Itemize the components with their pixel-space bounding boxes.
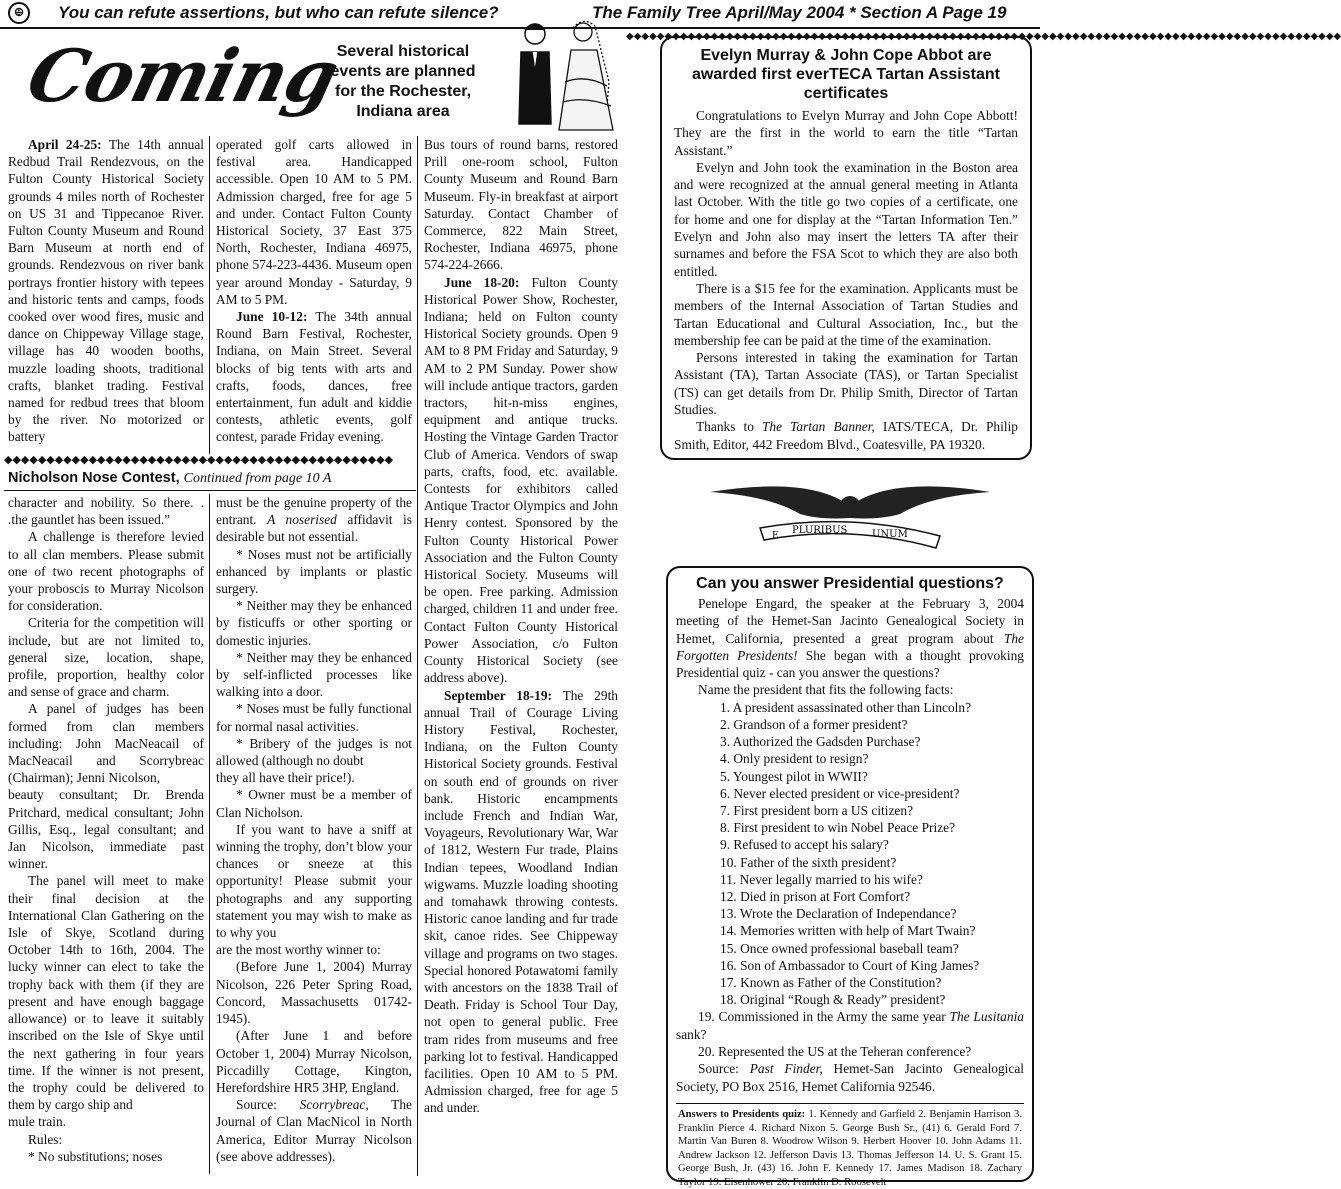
quiz-question: 14. Memories written with help of Mart Twain? <box>720 923 976 939</box>
quiz-question: 3. Authorized the Gadsden Purchase? <box>720 734 921 750</box>
event-text: The 29th annual Trail of Courage Living History Festival, Rochester, Indiana, on the Fulton County Historical Society grounds. Festival on south end of grounds on river bank. Historic encampments include French and Indian War, Voyageurs, Revolutionary War, War of 1812, Western Fur trade, Plains Indian tepees, Woodland Indian wigwams. Muzzle loading shooting and tomahawk throwing contests. Historic canoe landing and fur trade skit, canoe rides. See Chippeway village and programs on two stages. Special honored Potawatomi family with ancestors on the 1838 Trail of Death. Friday is School Tour Day, not open to general public. Free tram rides from museums and free parking lot to festival. Handicapped facilities. Open 10 AM to 5 PM. Admission charged, free for age 5 and under. <box>424 687 618 1116</box>
nose-contest-heading <box>8 470 331 487</box>
nose-title-rule <box>4 490 416 491</box>
event-text: Bus tours of round barns, restored Prill one-room school, Fulton County Museum and Round Barn Museum. Fly-in breakfast at airport Saturday. Contact Chamber of Commerce, 822 Main Street, Rochester, Indiana 46975, phone 574-224-2666. <box>424 137 618 273</box>
quiz-question: 11. Never legally married to his wife? <box>720 871 923 887</box>
quiz-question: 17. Known as Father of the Constitution? <box>720 975 942 991</box>
quiz-lead: Name the president that fits the following facts: <box>698 682 954 698</box>
nose-paragraph: character and nobility. So there. . .the gauntlet has been issued.” <box>8 495 204 528</box>
events-column-2 <box>216 136 412 446</box>
presidential-intro <box>676 595 1024 699</box>
tartan-certificate-box <box>660 36 1032 460</box>
quiz-question: 5. Youngest pilot in WWII? <box>720 768 868 784</box>
tartan-paragraph: Congratulations to Evelyn Murray and John Cope Abbott! They are the first in the world to earn the title “Tartan Assistant.” <box>674 108 1018 158</box>
eagle-head-icon <box>840 496 860 516</box>
quiz-question: 4. Only president to resign? <box>720 751 869 767</box>
nose-paragraph: mule train. <box>8 1114 67 1130</box>
eagle-emblem <box>700 466 1000 556</box>
motto-unum: UNUM <box>872 529 908 540</box>
quiz-question: 18. Original “Rough & Ready” president? <box>720 992 946 1008</box>
diamond-row-divider: ◆◆◆◆◆◆◆◆◆◆◆◆◆◆◆◆◆◆◆◆◆◆◆◆◆◆◆◆◆◆◆◆◆◆◆◆◆◆◆◆◆◆◆◆◆◆ <box>4 454 394 466</box>
eagle-left-wing-icon <box>710 486 850 518</box>
tartan-paragraph: IATS/TECA, Dr. Philip Smith, Editor, 442 Freedom Blvd., Coatesville, PA 19320. <box>674 419 1018 452</box>
answers-rule <box>676 1103 1024 1104</box>
quiz-question: 8. First president to win Nobel Peace Prize? <box>720 820 956 836</box>
column-rule <box>209 494 210 1174</box>
rule-item: * Noses must not be artificially enhanced by implants or plastic surgery. <box>216 546 412 597</box>
quiz-question: 2. Grandson of a former president? <box>720 716 908 732</box>
answers-text: 1. Kennedy and Garfield 2. Benjamin Harrison 3. Franklin Pierce 4. Richard Nixon 5. George Bush Sr., (41) 6. Gerald Ford 7. Martin Van Buren 8. Woodrow Wilson 9. Herbert Hoover 10. John Adams 11. Andrew Jackson 12. Jefferson Davis 13. Thomas Jefferson 14. U. S. Grant 15. George Bush, Jr. (43) 16. John F. Kennedy 17. James Madison 18. Zachary Taylor 19. Eisenhower 20. Franklin D. Roosevelt <box>678 1108 1022 1188</box>
quiz-question: 1. A president assassinated other than Lincoln? <box>720 699 972 715</box>
quiz-question: 19. Commissioned in the Army the same year <box>698 1009 946 1025</box>
answers-label: Answers to Presidents quiz: <box>678 1108 806 1120</box>
event-text: Fulton County Historical Power Show, Rochester, Indiana; held on Fulton county Historical Society grounds. Open 9 AM to 8 PM Friday and Saturday, 9 AM to 2 PM Sunday. Power show will include antique tractors, garden tractors, hit-n-miss engines, equipment and antique trucks. Hosting the Vintage Garden Tractor Club of America. Vendors of swap parts, crafts, food, etc. available. Contests for exhibitors called Antique Tractor Olympics and John Henry contest. Sponsored by the Fulton County Historical Power Association and the Fulton County Historical Society. Museums will be open. Free parking. Admission charged, children 11 and under free. Contact Fulton County Historical Power Association, c/o Fulton County Historical Society (see address above). <box>424 274 618 686</box>
nose-paragraph: beauty consultant; Dr. Brenda Pritchard, medical consultant; John Gillis, Esq., legal consultant; and Jan Nicolson, immediate past winner. <box>8 787 204 872</box>
address-after: (After June 1 and before October 1, 2004) Murray Nicolson, Piccadilly Cottage, Kington, Herefordshire HR5 3HP, England. <box>216 1028 412 1095</box>
eagle-right-wing-icon <box>850 486 990 518</box>
wedding-couple-illustration <box>505 12 620 132</box>
rule-item: affidavit is desirable but not essential. <box>216 512 412 545</box>
nose-column-1 <box>8 494 204 1165</box>
quiz-question: 12. Died in prison at Fort Comfort? <box>720 889 911 905</box>
rule-item: must be the genuine property of the entrant. <box>216 495 412 528</box>
quiz-question: 20. Represented the US at the Teheran conference? <box>698 1044 972 1060</box>
event-text: operated golf carts allowed in festival area. Handicapped accessible. Open 10 AM to 5 PM. Admission charged, free for age 5 and under. Contact Fulton County Historical Society, 37 East 375 North, Rochester, Indiana 46975, phone 574-223-4436. Museum open year around Monday - Saturday, 9 AM to 5 PM. <box>216 137 412 307</box>
newspaper-logo-icon: ⨸ <box>8 2 30 24</box>
nose-paragraph: If you want to have a sniff at winning the trophy, don’t blow your chances or sneeze at this opportunity! Please submit your photographs and any supporting statement you may wish to make as to why you <box>216 821 412 941</box>
tartan-paragraph: Persons interested in taking the examination for Tartan Assistant (TA), Tartan Associate (TAS), or Tartan Specialist (TS) can get details from Dr. Philip Smith, Director of Tartan Studies. <box>674 350 1018 418</box>
quiz-question: 16. Son of Ambassador to Court of King James? <box>720 957 980 973</box>
presidential-quiz-box <box>666 566 1034 1188</box>
source-text: Hemet-San Jacinto Genealogical Society, PO Box 2516, Hemet California 92546. <box>676 1061 1025 1094</box>
tartan-paragraph: There is a $15 fee for the examination. Applicants must be members of the Internal Association of Tartan Studies and Tartan Educational and Cultural Association, Inc., but the membership fee can be paid at the time of the examination. <box>674 280 1018 348</box>
quiz-question: 13. Wrote the Declaration of Independance? <box>720 906 957 922</box>
quiz-question: 7. First president born a US citizen? <box>720 803 914 818</box>
intro-text: She began with a thought provoking Presidential quiz - can you answer the questions? <box>676 647 1024 681</box>
quiz-question: 15. Once owned professional baseball team? <box>720 940 959 956</box>
tartan-paragraph: Evelyn and John took the examination in the Boston area and were recognized at the annual general meeting in Atlanta last October. With the title go two copies of a certificate, one for home and one for display at the “Tartan Information Ten.” Evelyn and John also may insert the letters TA after their surnames and before the FSA Scot to which they are also both entitled. <box>674 159 1018 279</box>
header-quote: You can refute assertions, but who can refute silence? <box>58 3 499 22</box>
nose-column-2 <box>216 494 412 1165</box>
coming-subtitle: Several historical events are planned for the Rochester, Indiana area <box>330 43 476 120</box>
motto-e: E <box>772 531 779 541</box>
event-date: April 24-25: <box>28 137 102 152</box>
rule-item: * Neither may they be enhanced by fisticuffs or other sporting or domestic injuries. <box>216 598 412 648</box>
nose-paragraph: Criteria for the competition will include, but are not limited to, general size, location, shape, profile, proportion, healthy color and sense of grace and charm. <box>8 615 204 700</box>
address-before: (Before June 1, 2004) Murray Nicolson, 226 Peter Spring Road, Concord, Massachusetts 01742-1945). <box>216 959 412 1027</box>
bride-figure <box>559 21 613 130</box>
rule-item: * Noses must be fully functional for normal nasal activities. <box>216 701 412 734</box>
rules-label: Rules: <box>28 1131 63 1147</box>
quiz-question: sank? <box>676 1026 707 1042</box>
source-title: Scorrybreac, <box>299 1097 369 1113</box>
event-date: September 18-19: <box>444 687 552 703</box>
nose-paragraph: The panel will meet to make their final decision at the International Clan Gathering on the Isle of Skye, Scotland during October 14th to 16th, 2004. The lucky winner can elect to take the trophy back with them (if they are present and have enough baggage allowance) or to leave it suitably inscribed on the Isle of Skye until the next gathering in four years time. If the winner is not present, the trophy could be delivered to them by cargo ship and <box>8 873 204 1113</box>
rule-item: they all have their price!). <box>216 770 355 786</box>
nose-paragraph: A challenge is therefore levied to all clan members. Please submit one of two recent photographs of your proboscis to Murray Nicolson for consideration. <box>8 529 204 614</box>
nose-paragraph: are the most worthy winner to: <box>216 942 381 958</box>
coming-title: Coming <box>19 33 347 118</box>
column-rule <box>209 136 210 454</box>
diamond-column-divider: ◆◆◆◆◆◆◆◆◆◆◆◆◆◆◆◆◆◆◆◆◆◆◆◆◆◆◆◆◆◆◆◆◆◆◆◆◆◆◆◆◆◆◆◆◆◆◆◆◆◆◆◆◆◆◆◆◆◆◆◆◆◆◆◆◆◆◆◆◆◆◆◆◆◆◆◆◆◆◆◆◆◆◆◆◆◆◆◆◆◆◆◆◆ <box>626 31 1341 42</box>
program-title: The Forgotten Presidents! <box>676 630 1024 663</box>
quiz-question: 6. Never elected president or vice-president? <box>720 785 960 801</box>
continued-note: Continued from page 10 A <box>183 471 332 486</box>
tartan-banner-title: The Tartan Banner, <box>761 419 875 435</box>
rule-item-italic: A noserised <box>267 512 337 528</box>
quiz-question: 10. Father of the sixth president? <box>720 854 897 870</box>
motto-pluribus: PLURIBUS <box>792 525 848 536</box>
column-rule <box>417 136 418 1176</box>
nose-contest-title: Nicholson Nose Contest, <box>8 470 180 486</box>
rule-item: * Owner must be a member of Clan Nicholson. <box>216 787 412 820</box>
header-section: The Family Tree April/May 2004 * Section A Page 19 <box>592 3 1007 22</box>
events-column-3 <box>424 136 618 1117</box>
lusitania-title: The Lusitania <box>949 1009 1024 1025</box>
source-title: Past Finder, <box>749 1061 823 1077</box>
event-text: The 34th annual Round Barn Festival, Rochester, Indiana, on Main Street. Several blocks of big tents with arts and crafts, foods, dances, free entertainment, fun adult and kiddie contests, athletic events, golf contest, parade Friday evening. <box>216 309 412 445</box>
rule-item: * No substitutions; noses <box>28 1148 163 1164</box>
presidential-tail <box>676 1008 1024 1094</box>
nose-paragraph: A panel of judges has been formed from clan members including: John MacNeacail of MacNeacail and Scorrybreac (Chairman); Jenni Nicolson, <box>8 701 204 786</box>
motto-ribbon <box>760 522 940 548</box>
tartan-paragraph: Thanks to <box>696 419 754 435</box>
source-label: Source: <box>698 1061 739 1077</box>
source-text: The Journal of Clan MacNicol in North America, Editor Murray Nicolson (see above addresses). <box>216 1097 412 1164</box>
event-text: The 14th annual Redbud Trail Rendezvous, on the Fulton County Historical Society grounds 4 miles north of Rochester on US 31 and Tippecanoe River. Fulton County Museum and Round Barn Museum at north end of grounds. Rendezvous on river bank portrays frontier history with tepees and historic tents and camps, foods cooked over wood fires, music and dance on Chippeway Village stage, village has 40 wooden booths, muzzle loading shoots, traditional crafts, blanket trading. Festival named for redbud trees that bloom by the river. No motorized or battery <box>8 137 204 445</box>
source-label: Source: <box>236 1097 277 1113</box>
events-column-1 <box>8 136 204 446</box>
quiz-question-list <box>676 699 1024 1009</box>
tartan-box-title: Evelyn Murray & John Cope Abbot are awarded first everTECA Tartan Assistant certificates <box>692 47 1000 102</box>
event-date: June 10-12: <box>236 309 308 325</box>
tartan-box-body <box>674 107 1018 453</box>
rule-item: * Bribery of the judges is not allowed (although no doubt <box>216 735 412 769</box>
groom-figure <box>519 24 551 124</box>
quiz-answers <box>678 1108 1022 1189</box>
rule-item: * Neither may they be enhanced by self-inflicted processes like walking into a door. <box>216 649 412 700</box>
intro-text: Penelope Engard, the speaker at the February 3, 2004 meeting of the Hemet-San Jacinto Genealogical Society in Hemet, California, presented a great program about <box>676 596 1024 646</box>
event-date: June 18-20: <box>444 274 520 290</box>
quiz-question: 9. Refused to accept his salary? <box>720 837 889 853</box>
presidential-box-title: Can you answer Presidential questions? <box>696 575 1004 592</box>
